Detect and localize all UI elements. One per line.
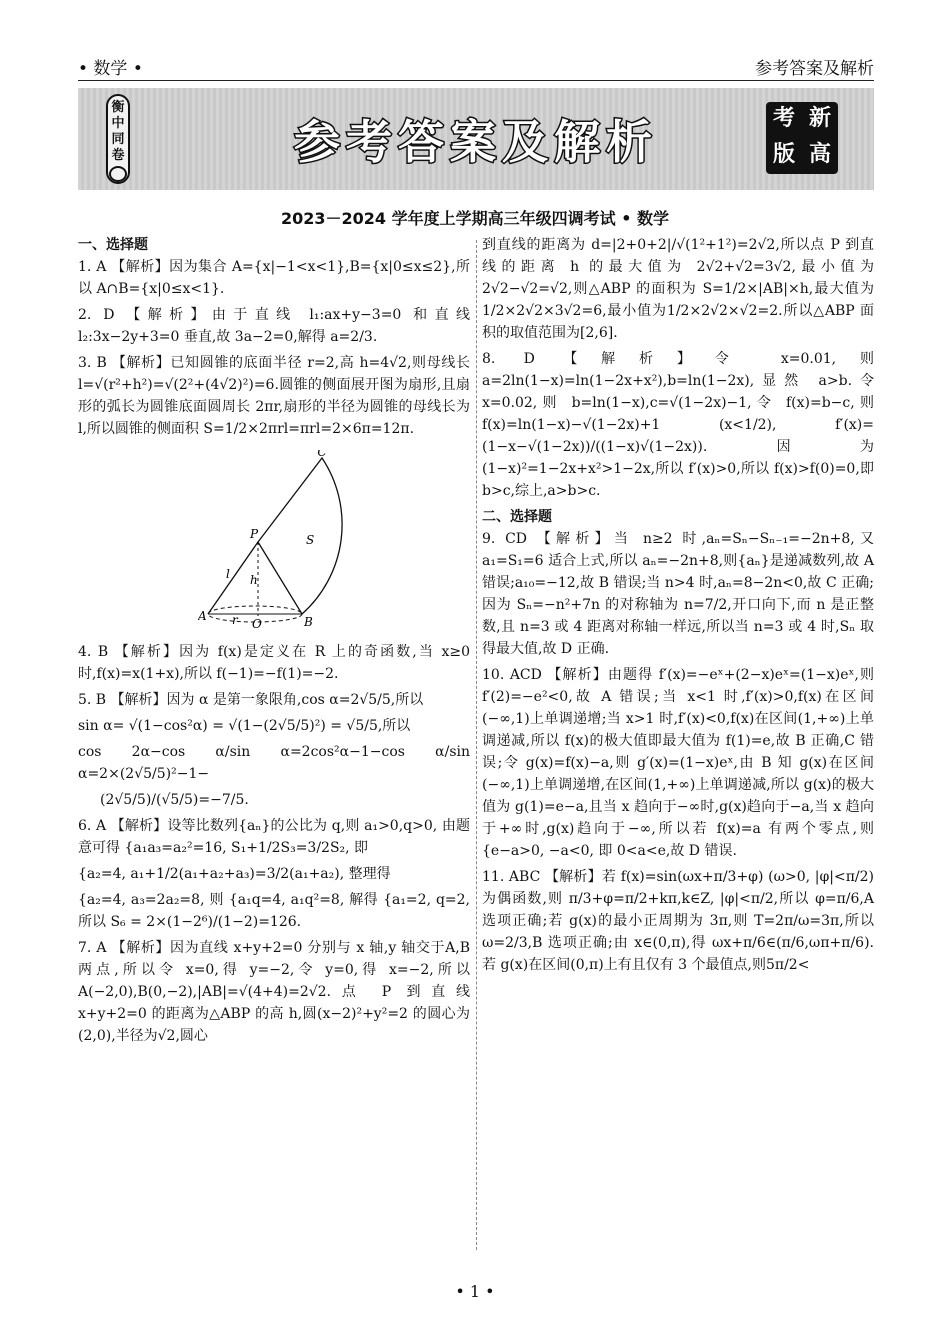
column-divider bbox=[476, 240, 477, 1250]
label-O: O bbox=[252, 617, 262, 630]
answer-q5-line: (2√5/5)/(√5/5)=−7/5. bbox=[100, 792, 249, 808]
stamp-char: 新 bbox=[808, 106, 831, 131]
section-heading: 二、选择题 bbox=[482, 509, 552, 525]
answer-q6: 6. A 【解析】设等比数列{aₙ}的公比为 q,则 a₁>0,q>0, 由题意可得 {a₁a₃=a₂²=16, S₁+1/2S₃=3/2S₂, 即 bbox=[78, 818, 470, 856]
stamp-char: 版 bbox=[772, 142, 795, 167]
label-C: C bbox=[317, 450, 327, 459]
answer-q3: 3. B 【解析】已知圆锥的底面半径 r=2,高 h=4√2,则母线长 l=√(r²+h²)=√(2²+(4√2)²)=6.圆锥的侧面展开图为扇形,且扇形的弧长为圆锥底面圆周长 2πr,扇形的半径为圆锥的母线长为 l,所以圆锥的侧面积 S=1/2×2πrl=πrl=2×6π=12π. bbox=[78, 355, 470, 437]
answer-q5-line: cos 2α−cos α/sin α=2cos²α−1−cos α/sin α=2×(2√5/5)²−1− bbox=[78, 744, 470, 782]
answer-q5-line: sin α= √(1−cos²α) = √(1−(2√5/5)²) = √5/5,所以 bbox=[78, 718, 411, 734]
answer-q5: 5. B 【解析】因为 α 是第一象限角,cos α=2√5/5,所以 bbox=[78, 692, 424, 708]
answer-q7-continued: 到直线的距离为 d=|2+0+2|/√(1²+1²)=2√2,所以点 P 到直线的距离 h 的最大值为 2√2+√2=3√2,最小值为 2√2−√2=√2,则△ABP 的面积为 S=1/2×|AB|×h,最大值为1/2×2√2×3√2=6,最小值为1/2×2√2×√2=2.所以△ABP 面积的取值范围为[2,6]. bbox=[482, 237, 874, 341]
answer-q2: 2. D 【解析】由于直线 l₁:ax+y−3=0 和直线 l₂:3x−2y+3=0 垂直,故 3a−2=0,解得 a=2/3. bbox=[78, 307, 470, 345]
answer-q6-line: {a₂=4, a₁+1/2(a₁+a₂+a₃)=3/2(a₁+a₂), 整理得 bbox=[78, 866, 391, 882]
stamp-logo bbox=[766, 102, 838, 174]
answer-q4: 4. B 【解析】因为 f(x)是定义在 R 上的奇函数,当 x≥0 时,f(x)=x(1+x),所以 f(−1)=−f(1)=−2. bbox=[78, 644, 470, 682]
title-banner bbox=[78, 88, 874, 190]
stamp-char: 考 bbox=[772, 106, 795, 131]
exam-title: 2023－2024 学年度上学期高三年级四调考试 • 数学 bbox=[280, 209, 669, 228]
cone-sector-figure bbox=[198, 450, 378, 630]
answer-q1: 1. A 【解析】因为集合 A={x|−1<x<1},B={x|0≤x≤2},所以 A∩B={x|0≤x<1}. bbox=[78, 259, 470, 297]
label-r: r bbox=[232, 613, 238, 627]
answer-q6-line: {a₂=4, a₃=2a₂=8, 则 {a₁q=4, a₁q²=8, 解得 {a₁=2, q=2, 所以 S₆ = 2×(1−2⁶)/(1−2)=126. bbox=[78, 892, 470, 930]
sector-shape bbox=[258, 458, 342, 614]
seal-char: 中 bbox=[111, 116, 125, 131]
answer-q9: 9. CD 【解析】当 n≥2 时,aₙ=Sₙ−Sₙ₋₁=−2n+8,又 a₁=S₁=6 适合上式,所以 aₙ=−2n+8,则{aₙ}是递减数列,故 A 错误;a₁₀=−12,故 B 错误;当 n>4 时,aₙ=8−2n<0,故 C 正确;因为 Sₙ=−n²+7n 的对称轴为 n=7/2,开口向下,而 n 是正整数,且 n=3 或 4 距离对称轴一样远,所以当 n=3 或 4 时,Sₙ 取得最大值,故 D 正确. bbox=[482, 531, 874, 657]
answer-q7: 7. A 【解析】因为直线 x+y+2=0 分别与 x 轴,y 轴交于A,B 两点,所以令 x=0,得 y=−2,令 y=0,得 x=−2,所以 A(−2,0),B(0,−2),|AB|=√(4+4)=2√2.点 P 到直线 x+y+2=0 的距离为△ABP 的高 h,圆(x−2)²+y²=2 的圆心为(2,0),半径为√2,圆心 bbox=[78, 940, 470, 1044]
label-B: B bbox=[304, 615, 313, 629]
label-A: A bbox=[198, 609, 207, 623]
banner-title: 参考答案及解析 bbox=[294, 115, 658, 169]
seal-char: 衡 bbox=[111, 100, 125, 115]
left-column bbox=[78, 234, 470, 1051]
answer-q8: 8. D 【解析】令 x=0.01,则 a=2ln(1−x)=ln(1−2x+x²),b=ln(1−2x),显然 a>b.令 x=0.02,则 b=ln(1−x),c=√(1−2x)−1,令 f(x)=b−c,则 f(x)=ln(1−x)−√(1−2x)+1 (x<1/2), f′(x)=(1−x−√(1−2x))/((1−x)√(1−2x)).因为(1−x)²=1−2x+x²>1−2x,所以 f′(x)>0,所以 f(x)>f(0)=0,即 b>c,综上,a>b>c. bbox=[482, 351, 874, 499]
header-subject: • 数学 • bbox=[78, 59, 143, 79]
seal-char: 同 bbox=[111, 132, 125, 147]
header-rule bbox=[78, 80, 874, 81]
stamp-char: 高 bbox=[808, 142, 831, 167]
header-section-title: 参考答案及解析 bbox=[755, 59, 874, 79]
seal-char: 卷 bbox=[111, 148, 125, 163]
label-l: l bbox=[226, 567, 230, 581]
page-number: • 1 • bbox=[455, 1282, 495, 1301]
label-P: P bbox=[250, 527, 259, 541]
answer-q11: 11. ABC 【解析】若 f(x)=sin(ωx+π/3+φ) (ω>0, |φ|<π/2) 为偶函数,则 π/3+φ=π/2+kπ,k∈Z, |φ|<π/2,所以 φ=π/6,A 选项正确;若 g(x)的最小正周期为 3π,则 T=2π/ω=3π,所以 ω=2/3,B 选项正确;由 x∈(0,π),得 ωx+π/6∈(π/6,ωπ+π/6).若 g(x)在区间(0,π)上有且仅有 3 个最值点,则5π/2< bbox=[482, 869, 874, 973]
answer-q10: 10. ACD 【解析】由题得 f′(x)=−eˣ+(2−x)eˣ=(1−x)eˣ,则 f′(2)=−e²<0,故 A 错误;当 x<1 时,f′(x)>0,f(x)在区间(−∞,1)上单调递增;当 x>1 时,f′(x)<0,f(x)在区间(1,+∞)上单调递减,所以 f(x)的极大值即最大值为 f(1)=e,故 B 正确,C 错误;令 g(x)=f(x)−a,则 g′(x)=(1−x)eˣ,由 B 知 g(x)在区间(−∞,1)上单调递增,在区间(1,+∞)上单调递减,所以 g(x)的极大值为 g(1)=e−a,且当 x 趋向于−∞时,g(x)趋向于−a,当 x 趋向于+∞时,g(x)趋向于−∞,所以若 f(x)=a 有两个零点,则{e−a>0, −a<0, 即 0<a<e,故 D 错误. bbox=[482, 667, 874, 859]
right-column bbox=[482, 234, 874, 980]
label-S: S bbox=[306, 533, 315, 547]
section-heading: 一、选择题 bbox=[78, 237, 148, 253]
label-h: h bbox=[250, 573, 258, 587]
